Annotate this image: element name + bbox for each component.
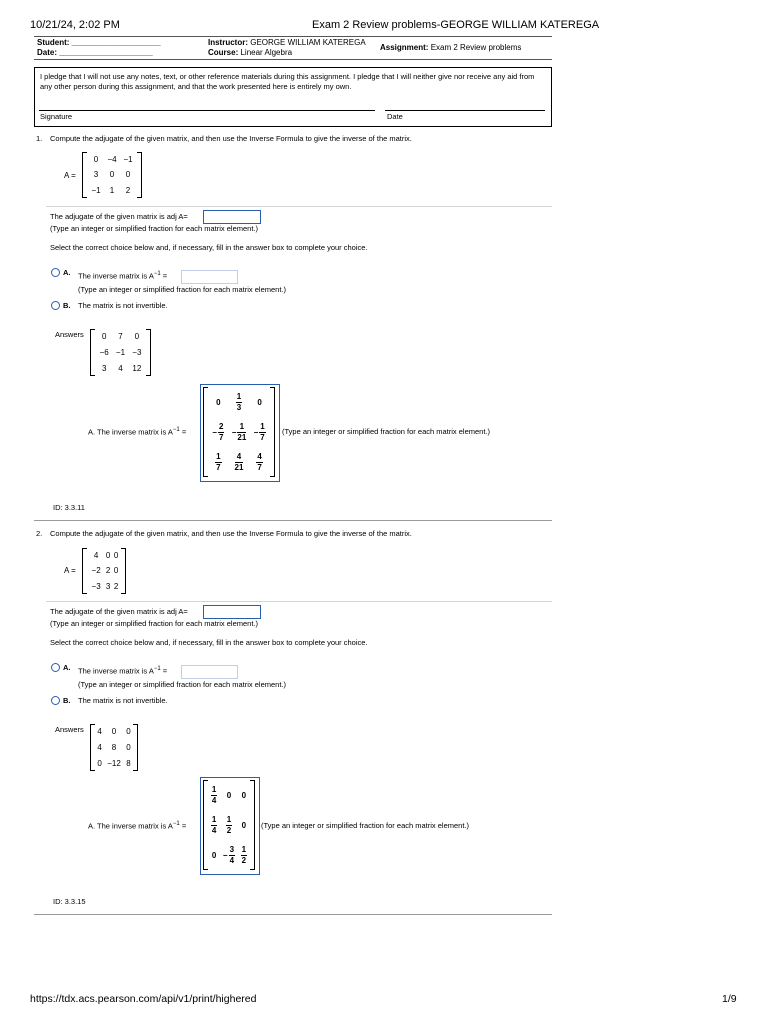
matrix-cell: 0 — [113, 551, 119, 561]
equals-sign: = — [162, 271, 168, 281]
print-page-number: 1/9 — [722, 993, 737, 1005]
option-a-radio[interactable] — [51, 663, 60, 672]
inverse-superscript: −1 — [153, 666, 161, 672]
matrix-value: 0 — [241, 790, 247, 800]
inverse-answer-matrix — [203, 780, 255, 870]
matrix-cell: 0 — [134, 332, 140, 342]
fraction — [218, 422, 224, 443]
equals-sign: = — [181, 427, 187, 437]
numerator: 1 — [241, 844, 247, 854]
info-bottom-rule — [34, 59, 552, 60]
option-a-label: The inverse matrix is A — [78, 666, 154, 676]
pledge-box — [34, 67, 552, 127]
numerator: 1 — [211, 784, 217, 794]
minus-sign: − — [212, 427, 217, 437]
problem-question: Compute the adjugate of the given matrix, and then use the Inverse Formula to give the inverse of the matrix. — [50, 529, 412, 538]
type-hint: (Type an integer or simplified fraction for each matrix element.) — [50, 224, 259, 233]
denominator: 7 — [218, 432, 224, 442]
matrix-cell: 0 — [93, 155, 99, 165]
answers-label: Answers — [55, 725, 84, 734]
inverse-answer-box[interactable] — [181, 665, 238, 679]
type-hint: (Type an integer or simplified fraction for each matrix element.) — [78, 680, 287, 689]
denominator: 2 — [226, 825, 232, 835]
matrix-cell — [209, 810, 219, 840]
matrix-value: 0 — [257, 397, 262, 407]
numerator: 1 — [260, 421, 265, 431]
minus-sign: − — [231, 427, 237, 437]
fraction — [241, 845, 247, 866]
matrix-cell: 1 — [109, 185, 115, 195]
course-field — [208, 48, 292, 57]
matrix-cell — [219, 840, 238, 870]
matrix-value: 0 — [241, 820, 247, 830]
fraction — [256, 452, 262, 473]
matrix-cell: −4 — [107, 155, 117, 165]
matrix-cell: −2 — [91, 566, 101, 576]
matrix-cell — [239, 810, 249, 840]
numerator: 4 — [235, 452, 244, 463]
numerator: 3 — [229, 844, 235, 854]
denominator: 4 — [211, 795, 217, 805]
course-label: Course: — [208, 48, 239, 57]
date-line — [385, 110, 545, 111]
option-a-letter: A. — [63, 663, 71, 672]
denominator: 3 — [236, 402, 242, 412]
denominator: 2 — [241, 855, 247, 865]
denominator: 21 — [234, 462, 244, 472]
matrix-cell: −1 — [123, 155, 133, 165]
matrix-cell — [239, 780, 249, 810]
matrix-cell: 2 — [113, 581, 119, 591]
matrix-cell: 3 — [93, 170, 99, 180]
matrix-cell: 0 — [101, 332, 107, 342]
matrix-cell: 12 — [132, 363, 142, 373]
matrix-cell — [228, 387, 251, 417]
answer-a-label: A. The inverse matrix is A — [88, 821, 173, 831]
matrix-cell — [250, 387, 269, 417]
option-a-text — [78, 666, 167, 676]
matrix-value: 0 — [216, 397, 221, 407]
student-label: Student: ____________________ — [37, 38, 161, 47]
matrix-cell: 2 — [125, 185, 131, 195]
fraction — [211, 785, 217, 806]
fraction — [215, 452, 221, 473]
matrix-cell — [250, 447, 269, 477]
signature-line — [39, 110, 375, 111]
date-label: Date: _____________________ — [37, 48, 153, 57]
print-document-title: Exam 2 Review problems-GEORGE WILLIAM KATEREGA — [312, 19, 600, 31]
matrix-a-label: A = — [64, 566, 76, 575]
given-matrix — [82, 548, 126, 594]
fraction — [226, 815, 232, 836]
answer-a-text — [88, 821, 186, 831]
numerator: 4 — [257, 451, 262, 461]
assignment-field — [380, 43, 521, 52]
numerator: 1 — [216, 451, 221, 461]
matrix-cell — [219, 780, 238, 810]
fraction — [235, 452, 244, 473]
answers-label: Answers — [55, 330, 84, 339]
adj-answer-matrix — [90, 724, 138, 771]
matrix-cell — [209, 840, 219, 870]
matrix-cell — [209, 387, 228, 417]
adj-answer-matrix — [90, 329, 151, 376]
info-top-rule — [34, 36, 552, 37]
numerator: 1 — [236, 391, 242, 401]
equals-sign: = — [162, 666, 168, 676]
print-timestamp: 10/21/24, 2:02 PM — [30, 19, 120, 31]
minus-sign: − — [222, 850, 228, 860]
type-hint: (Type an integer or simplified fraction for each matrix element.) — [78, 285, 287, 294]
matrix-cell — [209, 780, 219, 810]
fraction — [211, 815, 217, 836]
denominator: 4 — [211, 825, 217, 835]
matrix-value: 0 — [226, 790, 232, 800]
matrix-cell — [228, 417, 251, 447]
given-matrix — [82, 152, 142, 198]
inverse-superscript: −1 — [172, 821, 180, 827]
matrix-cell: 0 — [105, 551, 111, 561]
matrix-cell: −3 — [91, 581, 101, 591]
problem-separator — [34, 914, 552, 915]
select-prompt: Select the correct choice below and, if necessary, fill in the answer box to complete your choice. — [50, 638, 368, 647]
option-b-text: The matrix is not invertible. — [78, 301, 168, 310]
section-divider — [46, 601, 552, 602]
problem-separator — [34, 520, 552, 521]
course-value: Linear Algebra — [240, 48, 293, 57]
matrix-cell: 8 — [111, 742, 117, 752]
matrix-cell: 3 — [105, 581, 111, 591]
option-b-radio[interactable] — [51, 696, 60, 705]
instructor-label: Instructor: — [208, 38, 248, 47]
matrix-cell: 3 — [101, 363, 107, 373]
matrix-cell — [209, 417, 228, 447]
fraction — [229, 845, 235, 866]
numerator: 1 — [226, 814, 232, 824]
matrix-cell: 0 — [113, 566, 119, 576]
problem-number: 2. — [36, 529, 43, 538]
denominator: 4 — [229, 855, 235, 865]
denominator: 21 — [237, 432, 247, 442]
equals-sign: = — [181, 821, 187, 831]
type-hint: (Type an integer or simplified fraction for each matrix element.) — [50, 619, 259, 628]
numerator: 1 — [211, 814, 217, 824]
option-a-label: The inverse matrix is A — [78, 271, 154, 281]
minus-sign: − — [253, 427, 259, 437]
option-a-text — [78, 271, 167, 281]
print-url: https://tdx.acs.pearson.com/api/v1/print/highered — [30, 993, 257, 1005]
assignment-value: Exam 2 Review problems — [430, 43, 522, 52]
matrix-cell: −6 — [99, 347, 109, 357]
instructor-field — [208, 38, 366, 47]
inverse-superscript: −1 — [172, 427, 180, 433]
answer-a-label: A. The inverse matrix is A — [88, 427, 173, 437]
inverse-answer-matrix — [203, 387, 275, 477]
option-b-text: The matrix is not invertible. — [78, 696, 168, 705]
matrix-cell — [239, 840, 249, 870]
matrix-cell: 7 — [118, 332, 123, 342]
assignment-label: Assignment: — [380, 43, 429, 52]
signature-label: Signature — [40, 112, 73, 121]
option-b-letter: B. — [63, 696, 71, 705]
matrix-cell: 4 — [93, 551, 99, 561]
matrix-cell: 0 — [125, 170, 131, 180]
select-prompt: Select the correct choice below and, if necessary, fill in the answer box to complete your choice. — [50, 243, 368, 252]
type-hint: (Type an integer or simplified fraction for each matrix element.) — [282, 427, 491, 436]
fraction — [237, 422, 246, 443]
matrix-cell: 4 — [118, 363, 123, 373]
option-a-radio[interactable] — [51, 268, 60, 277]
option-b-letter: B. — [63, 301, 71, 310]
matrix-cell: 4 — [97, 742, 102, 752]
matrix-cell — [209, 447, 228, 477]
inverse-superscript: −1 — [153, 271, 161, 277]
matrix-cell: 2 — [105, 566, 111, 576]
pledge-date-label: Date — [387, 112, 403, 121]
adj-answer-box[interactable] — [203, 210, 261, 224]
adj-answer-box[interactable] — [203, 605, 261, 619]
matrix-value: 0 — [211, 850, 217, 860]
denominator: 7 — [260, 432, 265, 442]
matrix-cell — [250, 417, 269, 447]
type-hint: (Type an integer or simplified fraction for each matrix element.) — [261, 821, 470, 830]
matrix-cell: 8 — [126, 758, 131, 768]
numerator: 1 — [237, 422, 246, 433]
fraction — [259, 422, 265, 443]
matrix-cell: 0 — [97, 758, 102, 768]
matrix-cell: 0 — [126, 727, 131, 737]
adj-prompt: The adjugate of the given matrix is adj A= — [50, 607, 188, 616]
matrix-cell: −12 — [107, 758, 121, 768]
matrix-cell: 0 — [126, 742, 131, 752]
matrix-cell: 4 — [97, 727, 102, 737]
section-divider — [46, 206, 552, 207]
instructor-value: GEORGE WILLIAM KATEREGA — [250, 38, 366, 47]
question-id: ID: 3.3.15 — [53, 897, 86, 906]
matrix-cell: −3 — [132, 347, 142, 357]
numerator: 2 — [218, 421, 224, 431]
matrix-cell: −1 — [115, 347, 126, 357]
matrix-cell — [219, 810, 238, 840]
option-b-radio[interactable] — [51, 301, 60, 310]
option-a-letter: A. — [63, 268, 71, 277]
fraction — [236, 392, 242, 413]
matrix-cell: 0 — [111, 727, 117, 737]
denominator: 7 — [216, 462, 221, 472]
matrix-cell — [228, 447, 251, 477]
question-id: ID: 3.3.11 — [53, 503, 85, 512]
answer-a-text — [88, 427, 186, 437]
inverse-answer-box[interactable] — [181, 270, 238, 284]
pledge-text: I pledge that I will not use any notes, text, or other reference materials during this assignment. I pledge that I will neither give nor receive any aid from any other person during this assignment, and that the work presented here is entirely my own. — [40, 72, 535, 91]
problem-number: 1. — [36, 134, 43, 143]
denominator: 7 — [257, 462, 262, 472]
matrix-cell: 0 — [109, 170, 115, 180]
matrix-cell: −1 — [91, 185, 101, 195]
adj-prompt: The adjugate of the given matrix is adj A= — [50, 212, 188, 221]
matrix-a-label: A = — [64, 171, 76, 180]
problem-question: Compute the adjugate of the given matrix, and then use the Inverse Formula to give the inverse of the matrix. — [50, 134, 412, 143]
